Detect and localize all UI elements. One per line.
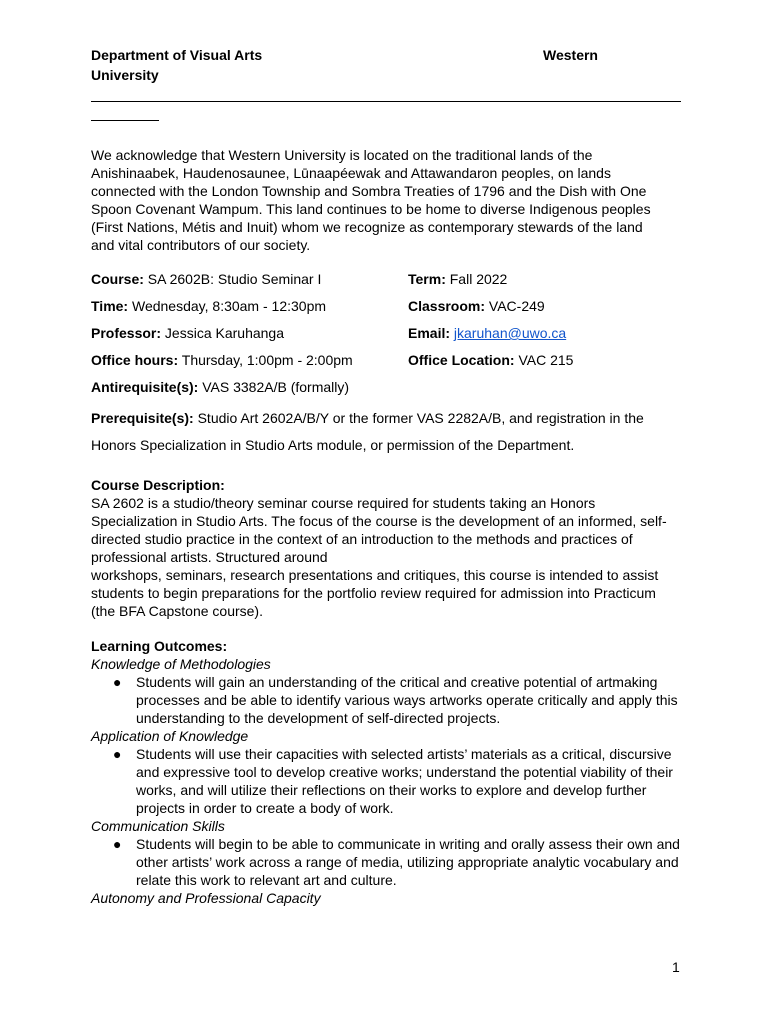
course-description-text: SA 2602 is a studio/theory seminar course required for students taking an Honors Specialization in Studio Arts. The focus of the course is the development of an informed, self-directed studio practice in the context of an introduction to the methods and practices of professional artists. Structured around <box>91 495 667 565</box>
university-name-continued: University <box>91 67 159 83</box>
land-acknowledgement: We acknowledge that Western University is located on the traditional lands of the Anishinaabek, Haudenosaunee, Lūnaapéewak and Attawandaron peoples, on lands connected with the London Township and Sombra Treaties of 1796 and the Dish with One Spoon Covenant Wampum. This land continues to be home to diverse Indigenous peoples (First Nations, Métis and Inuit) whom we recognize as contemporary stewards of the land and vital contributors of our society. <box>91 147 651 253</box>
outcome-section-title: Knowledge of Methodologies <box>91 656 271 672</box>
outcome-section-title: Communication Skills <box>91 818 225 834</box>
header-rule <box>91 85 681 121</box>
list-item: ● Students will use their capacities with selected artists’ materials as a critical, discursive and expressive tool to develop creative works; understand the potential viability of their works, and will utilize their reflections on their works to explore and develop further projects in order to create a body of work. <box>113 746 673 816</box>
learning-outcomes-heading: Learning Outcomes: <box>91 638 228 654</box>
department-name: Department of Visual Arts <box>91 47 263 63</box>
office-hours-field: Office hours: Thursday, 1:00pm - 2:00pm <box>91 352 353 368</box>
course-field: Course: SA 2602B: Studio Seminar I <box>91 271 322 287</box>
classroom-field: Classroom: VAC-249 <box>408 298 545 314</box>
header-rule-line <box>91 85 681 102</box>
list-item: ● Students will gain an understanding of the critical and creative potential of artmaking processes and be able to identify various ways artworks operate critically and apply this understanding to the development of self-directed projects. <box>113 674 678 726</box>
office-location-field: Office Location: VAC 215 <box>408 352 574 368</box>
email-field: Email: jkaruhan@uwo.ca <box>408 325 567 341</box>
term-field: Term: Fall 2022 <box>408 271 508 287</box>
bullet-icon: ● <box>113 746 122 762</box>
university-name: Western <box>543 47 598 63</box>
bullet-icon: ● <box>113 674 122 690</box>
page-number: 1 <box>672 959 680 975</box>
outcome-section-title: Application of Knowledge <box>91 728 249 744</box>
course-info <box>91 270 681 459</box>
email-link[interactable]: jkaruhan@uwo.ca <box>453 325 567 341</box>
course-description <box>91 476 671 620</box>
outcome-section-title: Autonomy and Professional Capacity <box>91 890 321 906</box>
antirequisite-field: Antirequisite(s): VAS 3382A/B (formally) <box>91 379 350 395</box>
course-description-text-continued: workshops, seminars, research presentations and critiques, this course is intended to assist students to begin preparations for the portfolio review required for admission into Practicum (the BFA Capstone course). <box>91 567 659 619</box>
bullet-icon: ● <box>113 836 122 852</box>
time-field: Time: Wednesday, 8:30am - 12:30pm <box>91 298 327 314</box>
header-rule-line-short <box>91 102 159 121</box>
professor-field: Professor: Jessica Karuhanga <box>91 325 284 341</box>
prerequisite-field: Prerequisite(s): Studio Art 2602A/B/Y or the former VAS 2282A/B, and registration in the Honors Specialization in Studio Arts module, or permission of the Department. <box>91 410 644 453</box>
list-item: ● Students will begin to be able to communicate in writing and orally assess their own and other artists’ work across a range of media, utilizing appropriate analytic vocabulary and relate this work to relevant art and culture. <box>113 836 680 888</box>
course-description-heading: Course Description: <box>91 477 225 493</box>
learning-outcomes <box>91 637 681 907</box>
